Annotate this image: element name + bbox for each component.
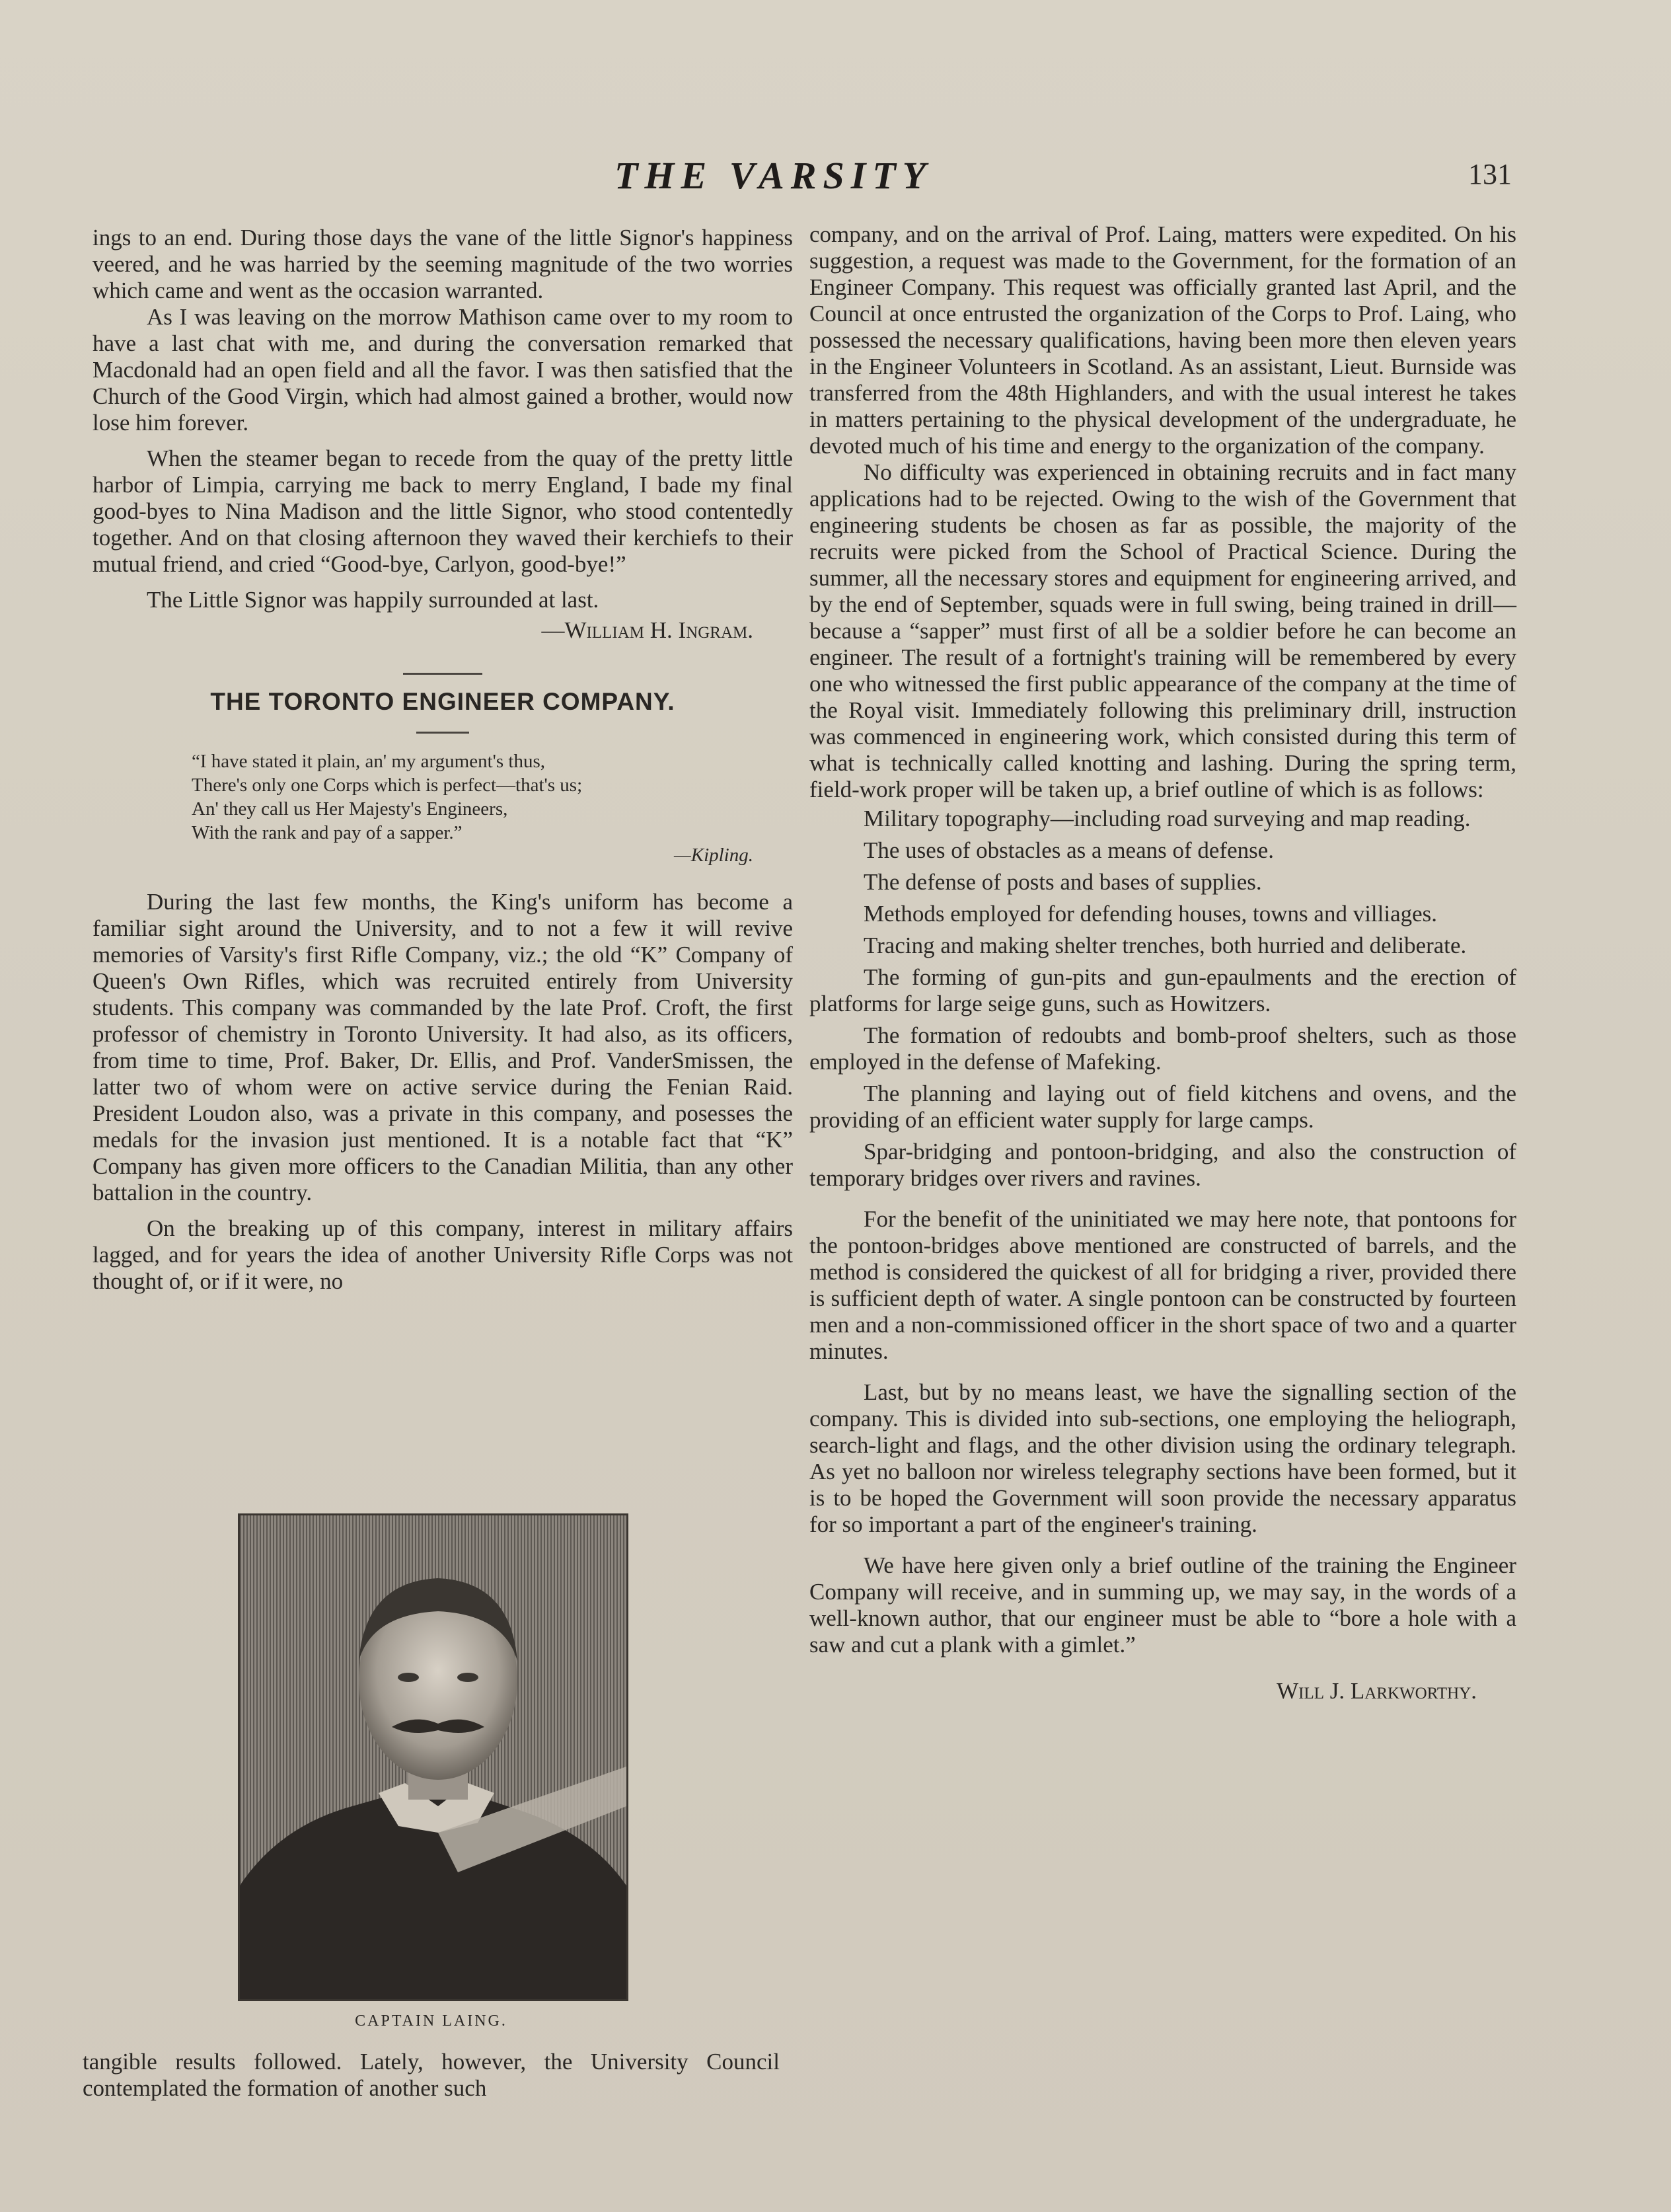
left-column-bottom bbox=[83, 2049, 780, 2102]
right-column bbox=[809, 221, 1516, 1704]
story-paragraph: The Little Signor was happily surrounded at last. bbox=[147, 587, 599, 613]
article-paragraph: During the last few months, the King's uniform has become a familiar sight around the University, and to not a few it will revive memories of Varsity's first Rifle Company, viz.; the old “K” Company of Queen's Own Rifles, which was recruited entirely from University students. This company was commanded by the late Prof. Croft, the first professor of chemistry in Toronto University. It had also, as its officers, from time to time, Prof. Baker, Dr. Ellis, and Prof. VanderSmissen, the latter two of whom were on active service during the Fenian Raid. President Loudon also, was a private in this company, and posesses the medals for the invasion just mentioned. It is a notable fact that “K” Company has given more officers to the Canadian Militia, than any other battalion in the country. bbox=[93, 889, 793, 1205]
outline-item: The defense of posts and bases of supplies. bbox=[864, 869, 1262, 895]
captain-laing-portrait bbox=[238, 1513, 628, 2001]
article-paragraph: For the benefit of the uninitiated we may here note, that pontoons for the pontoon-bridges above mentioned are constructed of barrels, and the method is considered the quickest of all for bridging a river, provided there is sufficient depth of water. A single pontoon can be constructed by fourteen men and a non-commissioned officer in the short space of two and a quarter minutes. bbox=[809, 1206, 1516, 1364]
outline-item: Methods employed for defending houses, towns and villiages. bbox=[864, 901, 1438, 927]
outline-item: Military topography—including road surveying and map reading. bbox=[864, 806, 1471, 831]
outline-item: The formation of redoubts and bomb-proof shelters, such as those employed in the defense of Mafeking. bbox=[809, 1022, 1516, 1075]
portrait-caption: CAPTAIN LAING. bbox=[355, 2012, 507, 2030]
story-paragraph: When the steamer began to recede from the quay of the pretty little harbor of Limpia, carrying me back to merry England, I bade my final good-byes to Nina Madison and the little Signor, who stood contentedly together. And on that closing afternoon they waved their kerchiefs to their mutual friend, and cried “Good-bye, Carlyon, good-bye!” bbox=[93, 445, 793, 577]
outline-item: The forming of gun-pits and gun-epaulments and the erection of platforms for large seige guns, such as Howitzers. bbox=[809, 964, 1516, 1016]
outline-item: Tracing and making shelter trenches, both hurried and deliberate. bbox=[864, 933, 1467, 958]
epigraph-line: With the rank and pay of a sapper.” bbox=[192, 822, 463, 843]
epigraph-line: “I have stated it plain, an' my argument's thus, bbox=[192, 751, 546, 772]
story-paragraph: ings to an end. During those days the vane of the little Signor's happiness veered, and he was harried by the seeming magnitude of the two worries which came and went as the occasion warranted. bbox=[93, 225, 793, 303]
epigraph-line: There's only one Corps which is perfect—that's us; bbox=[192, 775, 583, 796]
story-paragraph: As I was leaving on the morrow Mathison came over to my room to have a last chat with me, and during the conversation remarked that Macdonald had an open field and all the favor. I was then satisfied that the Church of the Good Virgin, which had almost gained a brother, would now lose him forever. bbox=[93, 304, 793, 436]
left-column bbox=[93, 225, 793, 1295]
article-paragraph: No difficulty was experienced in obtaining recruits and in fact many applications had to be rejected. Owing to the wish of the Government that engineering students be chosen as far as possible, the majority of the recruits were picked from the School of Practical Science. During the summer, all the necessary stores and equipment for engineering arrived, and by the end of September, squads were in full swing, being trained in drill—because a “sapper” must first of all be a soldier before he can become an engineer. The result of a fortnight's training will be remembered by every one who witnessed the first public appearance of the company at the time of the Royal visit. Immediately following this preliminary drill, instruction was commenced in engineering work, which consisted during this term of what is technically called knotting and lashing. During the spring term, field-work proper will be taken up, a brief outline of which is as follows: bbox=[809, 459, 1516, 802]
epigraph bbox=[192, 749, 793, 866]
article-title: THE TORONTO ENGINEER COMPANY. bbox=[210, 688, 675, 715]
article-paragraph: Last, but by no means least, we have the signalling section of the company. This is divided into sub-sections, one employing the heliograph, search-light and flags, and the other division using the ordinary telegraph. As yet no balloon nor wireless telegraphy sections have been formed, but it is to be hoped the Government will soon provide the necessary apparatus for so important a part of the engineer's training. bbox=[809, 1379, 1516, 1537]
epigraph-attribution: —Kipling. bbox=[673, 845, 753, 866]
article-signature: Will J. Larkworthy. bbox=[1277, 1678, 1477, 1704]
article-paragraph: On the breaking up of this company, interest in military affairs lagged, and for years the idea of another University Rifle Corps was not thought of, or if it were, no bbox=[93, 1215, 793, 1294]
divider-rule bbox=[416, 732, 469, 734]
outline-item: The planning and laying out of field kitchens and ovens, and the providing of an efficient water supply for large camps. bbox=[809, 1081, 1516, 1133]
article-paragraph: We have here given only a brief outline of the training the Engineer Company will receive, and in summing up, we may say, in the words of a well-known author, that our engineer must be able to “bore a hole with a saw and cut a plank with a gimlet.” bbox=[809, 1552, 1516, 1658]
article-paragraph: tangible results followed. Lately, however, the University Council contemplated the formation of another such bbox=[83, 2049, 780, 2101]
page-number: 131 bbox=[1468, 158, 1512, 190]
magazine-title: THE VARSITY bbox=[614, 154, 933, 197]
divider-rule bbox=[403, 673, 482, 675]
outline-item: Spar-bridging and pontoon-bridging, and also the construction of temporary bridges over rivers and ravines. bbox=[809, 1139, 1516, 1191]
article-paragraph: company, and on the arrival of Prof. Laing, matters were expedited. On his suggestion, a request was made to the Government, for the formation of an Engineer Company. This request was officially granted last April, and the Council at once entrusted the organization of the Corps to Prof. Laing, who possessed the necessary qualifications, having been more then eleven years in the Engineer Volunteers in Scotland. As an assistant, Lieut. Burnside was transferred from the 48th Highlanders, and with the usual interest he takes in matters pertaining to the physical development of the undergraduate, he devoted much of his time and energy to the organization of the company. bbox=[809, 221, 1516, 459]
story-signature: —William H. Ingram. bbox=[541, 617, 753, 643]
outline-item: The uses of obstacles as a means of defense. bbox=[864, 837, 1275, 863]
epigraph-line: An' they call us Her Majesty's Engineers, bbox=[192, 798, 508, 820]
